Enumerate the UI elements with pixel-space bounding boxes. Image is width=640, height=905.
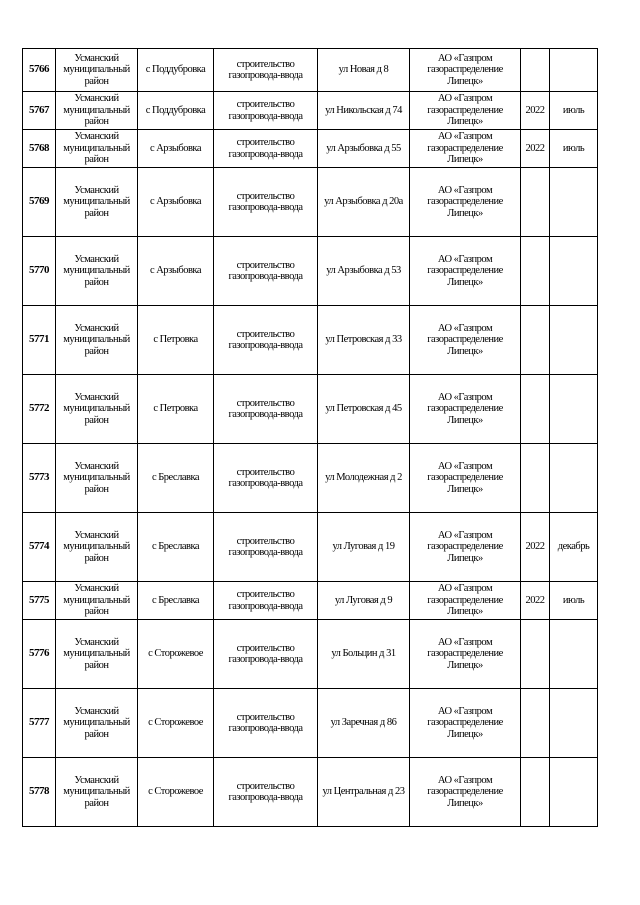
locality-cell: с Поддубровка [138,49,214,92]
row-number: 5767 [23,92,56,130]
year-cell [521,689,550,758]
locality-cell: с Петровка [138,306,214,375]
row-number: 5777 [23,689,56,758]
work-type-cell: строительство газопровода-ввода [214,168,318,237]
month-cell [550,375,598,444]
month-cell: июль [550,92,598,130]
table-row [23,237,598,306]
work-type-cell: строительство газопровода-ввода [214,513,318,582]
organization-cell: АО «Газпром газораспределение Липецк» [410,49,521,92]
locality-cell: с Сторожевое [138,689,214,758]
locality-cell: с Бреславка [138,513,214,582]
year-cell: 2022 [521,513,550,582]
district-cell: Усманский муниципальный район [56,513,138,582]
month-cell [550,168,598,237]
work-type-cell: строительство газопровода-ввода [214,444,318,513]
table-row [23,306,598,375]
work-type-cell: строительство газопровода-ввода [214,49,318,92]
address-cell: ул Луговая д 9 [318,582,410,620]
locality-cell: с Бреславка [138,582,214,620]
row-number: 5776 [23,620,56,689]
table-row [23,49,598,92]
locality-cell: с Сторожевое [138,758,214,827]
district-cell: Усманский муниципальный район [56,130,138,168]
work-type-cell: строительство газопровода-ввода [214,582,318,620]
table-row [23,92,598,130]
organization-cell: АО «Газпром газораспределение Липецк» [410,513,521,582]
work-type-cell: строительство газопровода-ввода [214,375,318,444]
address-cell: ул Молодежная д 2 [318,444,410,513]
address-cell: ул Петровская д 33 [318,306,410,375]
work-type-cell: строительство газопровода-ввода [214,92,318,130]
work-type-cell: строительство газопровода-ввода [214,758,318,827]
month-cell: декабрь [550,513,598,582]
month-cell [550,444,598,513]
year-cell [521,375,550,444]
table-row [23,444,598,513]
work-type-cell: строительство газопровода-ввода [214,237,318,306]
work-type-cell: строительство газопровода-ввода [214,130,318,168]
district-cell: Усманский муниципальный район [56,92,138,130]
district-cell: Усманский муниципальный район [56,444,138,513]
month-cell [550,237,598,306]
table-row [23,689,598,758]
address-cell: ул Новая д 8 [318,49,410,92]
work-type-cell: строительство газопровода-ввода [214,689,318,758]
district-cell: Усманский муниципальный район [56,375,138,444]
organization-cell: АО «Газпром газораспределение Липецк» [410,306,521,375]
year-cell [521,306,550,375]
district-cell: Усманский муниципальный район [56,689,138,758]
year-cell: 2022 [521,92,550,130]
organization-cell: АО «Газпром газораспределение Липецк» [410,237,521,306]
table-row [23,582,598,620]
address-cell: ул Арзыбовка д 55 [318,130,410,168]
district-cell: Усманский муниципальный район [56,49,138,92]
address-cell: ул Никольская д 74 [318,92,410,130]
year-cell: 2022 [521,130,550,168]
organization-cell: АО «Газпром газораспределение Липецк» [410,92,521,130]
year-cell [521,758,550,827]
district-cell: Усманский муниципальный район [56,620,138,689]
year-cell [521,49,550,92]
table-row [23,513,598,582]
year-cell [521,168,550,237]
row-number: 5766 [23,49,56,92]
organization-cell: АО «Газпром газораспределение Липецк» [410,375,521,444]
row-number: 5768 [23,130,56,168]
address-cell: ул Луговая д 19 [318,513,410,582]
row-number: 5772 [23,375,56,444]
month-cell: июль [550,582,598,620]
address-cell: ул Арзыбовка д 20а [318,168,410,237]
locality-cell: с Бреславка [138,444,214,513]
row-number: 5775 [23,582,56,620]
month-cell [550,620,598,689]
month-cell [550,49,598,92]
row-number: 5773 [23,444,56,513]
month-cell [550,758,598,827]
gasification-table [22,48,598,827]
month-cell [550,689,598,758]
district-cell: Усманский муниципальный район [56,237,138,306]
organization-cell: АО «Газпром газораспределение Липецк» [410,582,521,620]
work-type-cell: строительство газопровода-ввода [214,306,318,375]
organization-cell: АО «Газпром газораспределение Липецк» [410,689,521,758]
district-cell: Усманский муниципальный район [56,758,138,827]
locality-cell: с Арзыбовка [138,168,214,237]
locality-cell: с Поддубровка [138,92,214,130]
row-number: 5774 [23,513,56,582]
organization-cell: АО «Газпром газораспределение Липецк» [410,620,521,689]
address-cell: ул Больцин д 31 [318,620,410,689]
organization-cell: АО «Газпром газораспределение Липецк» [410,444,521,513]
address-cell: ул Арзыбовка д 53 [318,237,410,306]
locality-cell: с Арзыбовка [138,130,214,168]
locality-cell: с Арзыбовка [138,237,214,306]
table-row [23,620,598,689]
district-cell: Усманский муниципальный район [56,582,138,620]
row-number: 5770 [23,237,56,306]
year-cell: 2022 [521,582,550,620]
organization-cell: АО «Газпром газораспределение Липецк» [410,130,521,168]
document-page [22,48,598,827]
year-cell [521,444,550,513]
month-cell: июль [550,130,598,168]
address-cell: ул Петровская д 45 [318,375,410,444]
address-cell: ул Заречная д 86 [318,689,410,758]
table-row [23,758,598,827]
district-cell: Усманский муниципальный район [56,168,138,237]
table-body [23,49,598,827]
organization-cell: АО «Газпром газораспределение Липецк» [410,168,521,237]
table-row [23,130,598,168]
work-type-cell: строительство газопровода-ввода [214,620,318,689]
year-cell [521,237,550,306]
locality-cell: с Сторожевое [138,620,214,689]
row-number: 5771 [23,306,56,375]
table-row [23,375,598,444]
year-cell [521,620,550,689]
organization-cell: АО «Газпром газораспределение Липецк» [410,758,521,827]
address-cell: ул Центральная д 23 [318,758,410,827]
month-cell [550,306,598,375]
row-number: 5778 [23,758,56,827]
locality-cell: с Петровка [138,375,214,444]
district-cell: Усманский муниципальный район [56,306,138,375]
row-number: 5769 [23,168,56,237]
table-row [23,168,598,237]
